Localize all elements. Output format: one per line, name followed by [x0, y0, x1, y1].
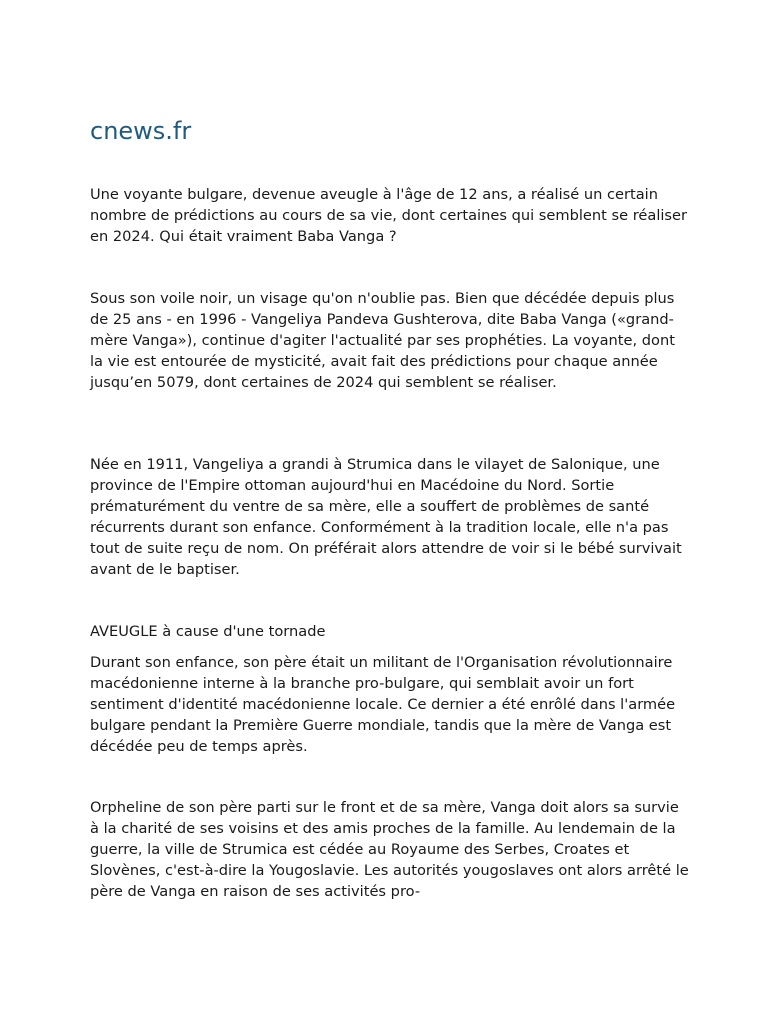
intro-paragraph: Une voyante bulgare, devenue aveugle à l'âge de 12 ans, a réalisé un certain nombre de prédictions au cours de sa vie, dont certaines qui semblent se réaliser en 2024. Qui était vraiment Baba Vanga ? — [90, 186, 688, 245]
site-title: cnews.fr — [90, 117, 192, 145]
article-paragraph: Sous son voile noir, un visage qu'on n'oublie pas. Bien que décédée depuis plus de 25 ans - en 1996 - Vangeliya Pandeva Gushterova, dite Baba Vanga («grand-mère Vanga»), continue d'agiter l'actualité par ses prophéties. La voyante, dont la vie est entourée de mysticité, avait fait des prédictions pour chaque année jusqu’en 5079, dont certaines de 2024 qui semblent se réaliser. — [90, 290, 675, 391]
article-paragraph: Durant son enfance, son père était un militant de l'Organisation révolutionnaire macédonienne interne à la branche pro-bulgare, qui semblait avoir un fort sentiment d'identité macédonienne locale. Ce dernier a été enrôlé dans l'armée bulgare pendant la Première Guerre mondiale, tandis que la mère de Vanga est décédée peu de temps après. — [90, 654, 676, 755]
article-paragraph: Orpheline de son père parti sur le front et de sa mère, Vanga doit alors sa survie à la charité de ses voisins et des amis proches de la famille. Au lendemain de la guerre, la ville de Strumica est cédée au Royaume des Serbes, Croates et Slovènes, c'est-à-dire la Yougoslavie. Les autorités yougoslaves ont alors arrêté le père de Vanga en raison de ses activités pro- — [90, 799, 689, 900]
article-paragraph: Née en 1911, Vangeliya a grandi à Strumica dans le vilayet de Salonique, une province de l'Empire ottoman aujourd'hui en Macédoine du Nord. Sortie prématurément du ventre de sa mère, elle a souffert de problèmes de santé récurrents durant son enfance. Conformément à la tradition locale, elle n'a pas tout de suite reçu de nom. On préférait alors attendre de voir si le bébé survivait avant de le baptiser. — [90, 456, 682, 578]
section-subheading: AVEUGLE à cause d'une tornade — [90, 623, 326, 640]
